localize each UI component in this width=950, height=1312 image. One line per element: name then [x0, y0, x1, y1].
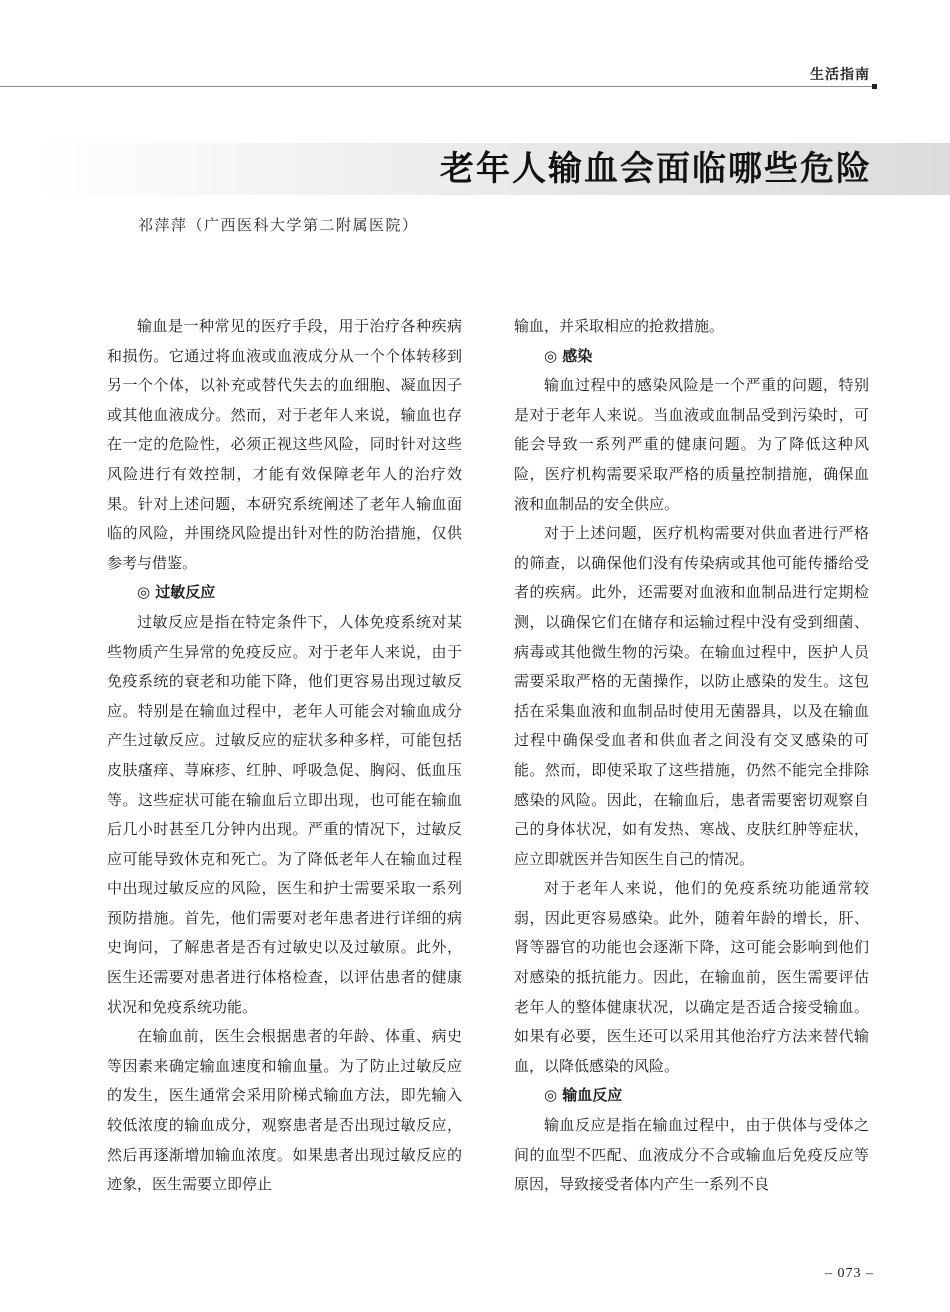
page-number: – 073 – — [825, 1266, 874, 1281]
donor-screening-paragraph: 对于上述问题，医疗机构需要对供血者进行严格的筛查，以确保他们没有传染病或其他可能传播给受者的疾病。此外，还需要对血液和血制品进行定期检测，以确保它们在储存和运输过程中没有受到细菌、病毒或其他微生物的污染。在输血过程中，医护人员需要采取严格的无菌操作，以防止感染的发生。这包括在采集血液和血制品时使用无菌器具，以及在输血过程中确保受血者和供血者之间没有交叉感染的可能。然而，即使采取了这些措施，仍然不能完全排除感染的风险。因此，在输血后，患者需要密切观察自己的身体状况，如有发热、寒战、皮肤红肿等症状，应立即就医并告知医生自己的情况。 — [514, 524, 869, 868]
article-title: 老年人输血会面临哪些危险 — [440, 149, 872, 189]
left-column — [107, 312, 462, 1200]
intro-paragraph: 输血是一种常见的医疗手段，用于治疗各种疾病和损伤。它通过将血液或血液成分从一个个体转移到另一个个体，以补充或替代失去的血细胞、凝血因子或其他血液成分。然而，对于老年人来说，输血也存在一定的危险性，必须正视这些风险，同时针对这些风险进行有效控制，才能有效保障老年人的治疗效果。针对上述问题，本研究系统阐述了老年人输血面临的风险，并围绕风险提出针对性的防治措施，仅供参考与借鉴。 — [107, 317, 462, 572]
right-column — [514, 312, 869, 1200]
allergy-paragraph: 过敏反应是指在特定条件下，人体免疫系统对某些物质产生异常的免疫反应。对于老年人来说，由于免疫系统的衰老和功能下降，他们更容易出现过敏反应。特别是在输血过程中，老年人可能会对输血成分产生过敏反应。过敏反应的症状多种多样，可能包括皮肤瘙痒、荨麻疹、红肿、呼吸急促、胸闷、低血压等。这些症状可能在输血后立即出现，也可能在输血后几小时甚至几分钟内出现。严重的情况下，过敏反应可能导致休克和死亡。为了降低老年人在输血过程中出现过敏反应的风险，医生和护士需要采取一系列预防措施。首先，他们需要对老年患者进行详细的病史询问，了解患者是否有过敏史以及过敏原。此外，医生还需要对患者进行体格检查，以评估患者的健康状况和免疫系统功能。 — [107, 612, 462, 1016]
section-marker — [872, 84, 877, 89]
heading-allergic-reaction: ◎ 过敏反应 — [137, 583, 216, 602]
heading-transfusion-reaction: ◎ 输血反应 — [544, 1086, 623, 1105]
transfusion-reaction-paragraph: 输血反应是指在输血过程中，由于供体与受体之间的血型不匹配、血液成分不合或输血后免疫反应等原因，导致接受者体内产生一系列不良 — [514, 1116, 869, 1194]
infection-risk-paragraph: 输血过程中的感染风险是一个严重的问题，特别是对于老年人来说。当血液或血制品受到污染时，可能会导致一系列严重的健康问题。为了降低这种风险，医疗机构需要采取严格的质量控制措施，确保血液和血制品的安全供应。 — [514, 376, 869, 513]
section-label: 生活指南 — [810, 67, 870, 83]
header-rule — [0, 86, 872, 87]
author-byline: 祁萍萍（广西医科大学第二附属医院） — [138, 216, 419, 234]
continued-paragraph: 输血，并采取相应的抢救措施。 — [514, 317, 725, 335]
transfusion-rate-paragraph: 在输血前，医生会根据患者的年龄、体重、病史等因素来确定输血速度和输血量。为了防止过敏反应的发生，医生通常会采用阶梯式输血方法，即先输入较低浓度的输血成分，观察患者是否出现过敏反应，然后再逐渐增加输血浓度。如果患者出现过敏反应的迹象，医生需要立即停止 — [107, 1027, 462, 1194]
heading-infection: ◎ 感染 — [544, 346, 593, 365]
elderly-immunity-paragraph: 对于老年人来说，他们的免疫系统功能通常较弱，因此更容易感染。此外，随着年龄的增长，肝、肾等器官的功能也会逐渐下降，这可能会影响到他们对感染的抵抗能力。因此，在输血前，医生需要评估老年人的整体健康状况，以确定是否适合接受输血。如果有必要，医生还可以采用其他治疗方法来替代输血，以降低感染的风险。 — [514, 879, 869, 1075]
